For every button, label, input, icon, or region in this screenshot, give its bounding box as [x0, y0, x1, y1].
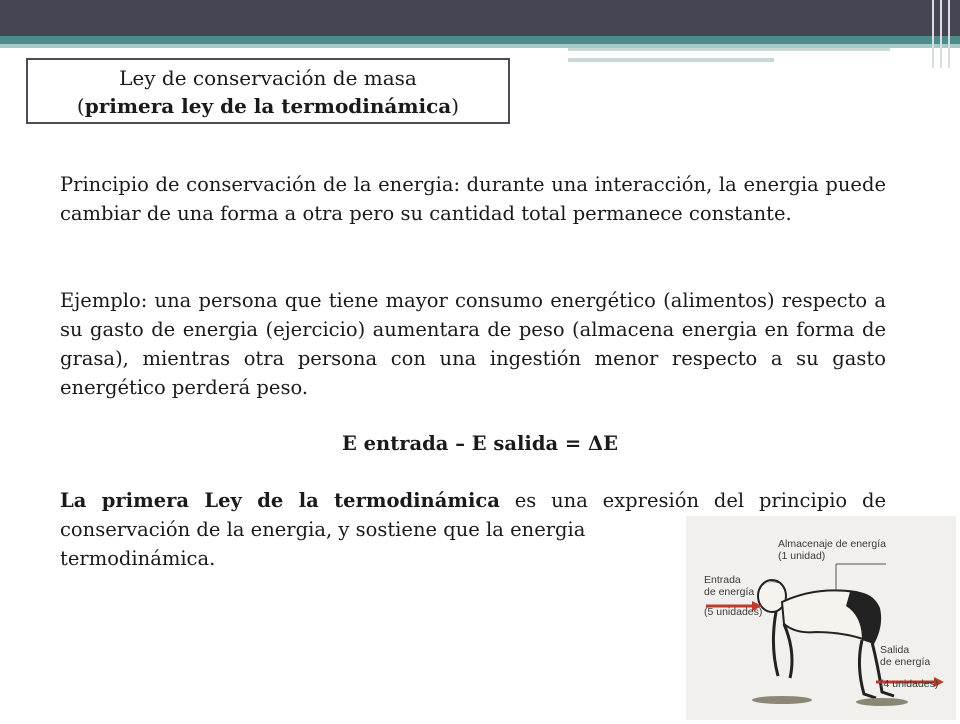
decorative-vertical-line [948, 0, 950, 68]
decorative-line [568, 48, 890, 51]
first-law-tail: termodinámica. [60, 547, 216, 570]
title-line1: Ley de conservación de masa [119, 66, 417, 90]
decorative-vertical-line [940, 0, 942, 68]
energy-balance-figure [686, 516, 956, 720]
label-output-line3: (4 unidades) [880, 678, 939, 690]
title-paren-open: ( [76, 94, 85, 118]
energy-equation: E entrada – E salida = ΔE [341, 432, 618, 455]
paragraph-principle: Principio de conservación de la energia: durante una interacción, la energia puede cambiar de una forma a otra pero su cantidad total permanece constante. [60, 173, 886, 225]
paragraph-example: Ejemplo: una persona que tiene mayor consumo energético (alimentos) respecto a su gasto de energia (ejercicio) aumentara de peso (almacena energia en forma de grasa), mientras otra persona con una ingestión menor respecto a su gasto energético perderá peso. [60, 289, 886, 399]
ground-shadow [752, 696, 812, 704]
decorative-line [568, 58, 774, 62]
label-output [880, 644, 938, 690]
label-storage [778, 538, 886, 562]
label-output-line2: de energía [880, 656, 931, 668]
label-output-line1: Salida [880, 644, 910, 656]
label-storage-line1: Almacenaje de energía [778, 538, 886, 550]
person-arm [784, 624, 792, 678]
title-line2 [28, 92, 508, 120]
title-bold: primera ley de la termodinámica [84, 94, 452, 118]
ground-shadow [856, 698, 908, 706]
header-accent-band [0, 36, 960, 44]
first-law-text: es una expresión del principio de conservación de la energia, y sostiene que la energia [60, 489, 887, 541]
decorative-vertical-line [932, 0, 934, 68]
header-bar [0, 0, 960, 36]
label-input-line1: Entrada [704, 574, 741, 586]
slide-title [26, 58, 510, 124]
label-input-line2: de energía [704, 586, 755, 598]
label-input [704, 574, 762, 618]
title-paren-close: ) [451, 94, 460, 118]
first-law-bold: La primera Ley de la termodinámica [60, 489, 500, 512]
person-arm [773, 612, 778, 676]
label-storage-line2: (1 unidad) [778, 550, 826, 562]
label-input-line3: (5 unidades) [704, 606, 763, 618]
